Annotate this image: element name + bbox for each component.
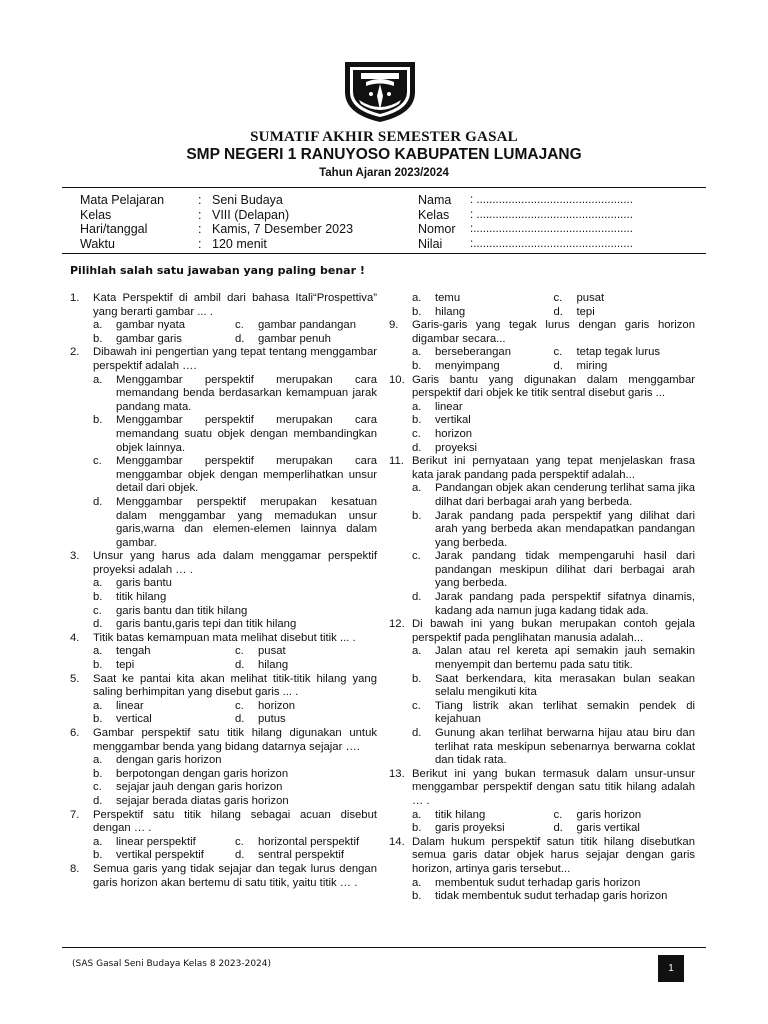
student-field-labels	[418, 193, 456, 251]
option-letter: a.	[93, 319, 103, 332]
question-stem: Garis-garis yang tegak lurus dengan garis horizon digambar secara...	[412, 319, 695, 345]
answer-option[interactable]	[93, 455, 377, 496]
option-text: gambar garis	[116, 332, 182, 345]
answer-option[interactable]	[93, 781, 377, 795]
option-letter: a.	[412, 808, 422, 821]
option-letter: d.	[93, 618, 103, 631]
answer-options	[70, 836, 377, 863]
option-letter: b.	[93, 332, 103, 345]
option-text: horizontal perspektif	[258, 835, 360, 848]
question-number: 6.	[70, 727, 80, 739]
info-label: Kelas	[80, 207, 112, 222]
option-text: Jarak pandang pada perspektif yang dilihat dari arah yang berbeda akan mendapatkan pandangan yang berbeda.	[435, 509, 695, 549]
info-separator: :	[198, 236, 202, 251]
option-text: temu	[435, 292, 461, 304]
option-letter: a.	[412, 292, 422, 304]
option-letter: a.	[93, 373, 103, 386]
info-separator: :	[198, 193, 202, 207]
question-stem: Saat ke pantai kita akan melihat titik-titik hilang yang saling berhimpitan yang disebut garis ... .	[93, 672, 377, 699]
option-text: Menggambar perspektif merupakan cara memandang suatu objek dengan membandingkan objek lainnya.	[116, 414, 377, 454]
answer-option[interactable]	[554, 360, 696, 374]
option-letter: c.	[235, 835, 244, 848]
option-text: miring	[576, 359, 608, 372]
option-letter: a.	[412, 400, 422, 413]
info-value: VIII (Delapan)	[212, 207, 290, 222]
answer-options	[70, 754, 377, 808]
option-text: dengan garis horizon	[116, 754, 222, 767]
answer-option[interactable]	[412, 292, 554, 306]
info-label: Waktu	[80, 236, 115, 251]
question-number: 2.	[70, 346, 80, 359]
option-letter: b.	[93, 713, 103, 726]
question-number: 9.	[389, 319, 399, 332]
option-letter: c.	[93, 604, 102, 617]
option-letter: c.	[553, 292, 563, 304]
question-block	[70, 673, 377, 727]
question-number: 11.	[389, 455, 404, 468]
option-letter: d.	[412, 727, 422, 739]
option-text: vertikal perspektif	[116, 849, 204, 862]
option-letter: c.	[93, 455, 102, 468]
question-text	[389, 374, 695, 401]
option-text: linear perspektif	[116, 835, 196, 848]
option-text: Jarak pandang pada perspektif sifatnya dinamis, kadang ada namun juga kadang tidak ada.	[435, 591, 695, 617]
question-text	[389, 768, 695, 809]
answer-option[interactable]	[93, 577, 377, 591]
answer-option[interactable]	[412, 306, 554, 320]
option-text: Jarak pandang tidak mempengaruhi hasil dari pandangan meskipun dilihat dari berbagai arah yang berbeda.	[435, 550, 695, 590]
answer-options	[70, 645, 377, 672]
question-number: 1.	[70, 292, 80, 304]
option-letter: b.	[93, 659, 103, 672]
option-text: tetap tegak lurus	[576, 346, 661, 359]
option-text: garis bantu	[116, 577, 172, 590]
answer-option[interactable]	[93, 496, 377, 550]
option-text: Menggambar perspektif merupakan cara menggambar objek dengan memperlihatkan unsur detail dari objek.	[116, 455, 377, 495]
option-letter: c.	[235, 699, 244, 712]
exam-info-values	[212, 193, 353, 251]
answer-options	[389, 482, 695, 618]
option-letter: b.	[412, 822, 422, 835]
question-number: 3.	[70, 550, 80, 563]
option-letter: b.	[93, 591, 103, 604]
option-text: Jalan atau rel kereta api semakin jauh semakin menyempit dan bertemu pada satu titik.	[435, 645, 695, 672]
answer-options	[389, 401, 695, 455]
answer-option[interactable]	[235, 319, 377, 333]
option-letter: c.	[412, 550, 421, 563]
question-text	[70, 292, 377, 319]
answer-option[interactable]	[412, 550, 695, 591]
option-letter: d.	[412, 591, 422, 604]
answer-option[interactable]	[412, 414, 695, 428]
answer-option[interactable]	[554, 292, 696, 306]
option-text: linear	[116, 699, 144, 712]
option-letter: d.	[553, 822, 563, 835]
answer-option[interactable]	[93, 333, 235, 347]
question-block	[389, 319, 695, 373]
header-top-rule	[62, 187, 706, 188]
answer-option[interactable]	[412, 442, 695, 456]
option-text: gambar pandangan	[258, 319, 356, 332]
option-letter: a.	[412, 346, 422, 359]
option-letter: c.	[412, 699, 421, 712]
option-letter: a.	[93, 645, 103, 658]
option-text: Menggambar perspektif merupakan kesatuan dalam menggambar yang memadukan unsur garis,warna dan elemen-elemen lainnya dalam gambar.	[116, 495, 377, 549]
answer-option[interactable]	[235, 645, 377, 659]
info-separator: :	[198, 222, 202, 236]
answer-options	[70, 374, 377, 551]
option-text: pusat	[576, 292, 605, 304]
answer-option[interactable]	[93, 319, 235, 333]
answer-option[interactable]	[412, 673, 695, 700]
question-text	[389, 836, 695, 877]
question-block	[70, 809, 377, 863]
question-number: 14.	[389, 835, 405, 848]
option-letter: a.	[93, 835, 103, 848]
answer-option[interactable]	[554, 822, 696, 836]
option-text: Tiang listrik akan terlihat semakin pendek di kejahuan	[435, 699, 695, 726]
option-letter: d.	[553, 359, 563, 372]
option-letter: b.	[93, 414, 103, 427]
question-text	[70, 673, 377, 700]
instruction-text: Pilihlah salah satu jawaban yang paling benar !	[70, 264, 365, 277]
answer-option[interactable]	[554, 306, 696, 320]
question-number: 12.	[389, 618, 405, 631]
question-number: 4.	[70, 631, 80, 644]
answer-option[interactable]	[412, 401, 695, 415]
student-field-label: Kelas	[418, 207, 450, 222]
option-letter: b.	[93, 767, 103, 780]
answer-option[interactable]	[412, 700, 695, 727]
number-blank[interactable]: :..................................................	[470, 223, 633, 235]
option-letter: c.	[235, 319, 244, 332]
answer-option[interactable]	[412, 890, 695, 904]
option-letter: b.	[412, 509, 422, 522]
option-text: horizon	[435, 427, 473, 440]
info-label: Mata Pelajaran	[80, 193, 165, 207]
question-text	[389, 618, 695, 645]
answer-option[interactable]	[93, 713, 235, 727]
option-letter: c.	[412, 427, 421, 440]
answer-option[interactable]	[93, 836, 235, 850]
question-block	[70, 632, 377, 673]
option-letter: c.	[553, 346, 563, 359]
answer-option[interactable]	[235, 713, 377, 727]
answer-option[interactable]	[93, 849, 235, 863]
option-text: putus	[258, 713, 286, 726]
page-number: 1	[668, 963, 674, 974]
question-block	[389, 618, 695, 768]
question-number: 8.	[70, 862, 80, 875]
answer-option[interactable]	[93, 700, 235, 714]
question-number: 7.	[70, 808, 80, 821]
option-letter: a.	[93, 699, 103, 712]
option-letter: b.	[412, 305, 422, 318]
option-text: Gunung akan terlihat berwarna hijau atau biru dan terlihat rata meskipun sebenarnya berwarna coklat dan tidak rata.	[435, 727, 695, 767]
option-text: gambar nyata	[116, 319, 186, 332]
answer-option[interactable]	[412, 360, 554, 374]
question-stem: Gambar perspektif satu titik hilang digunakan untuk menggambar benda yang bidang datarnya sejajar ….	[93, 727, 377, 753]
option-text: Menggambar perspektif merupakan cara memandang benda berdasarkan kemampuan jarak pandang mata.	[116, 373, 377, 413]
option-letter: d.	[93, 495, 103, 508]
option-text: tengah	[116, 645, 151, 658]
answer-option[interactable]	[93, 754, 377, 768]
question-stem: Garis bantu yang digunakan dalam menggambar perspektif dari objek ke titik sentral disebut garis ...	[412, 373, 695, 400]
option-letter: a.	[412, 645, 422, 658]
page-number-badge	[658, 955, 684, 982]
option-letter: b.	[93, 849, 103, 862]
question-stem: Dalam hukum perspektif satun titik hilang disebutkan semua garis datar objek harus sejajar dengan garis horizon, artinya garis tersebut...	[412, 835, 695, 875]
option-letter: a.	[93, 577, 103, 590]
question-block	[389, 836, 695, 904]
answer-options	[389, 292, 695, 319]
option-text: membentuk sudut terhadap garis horizon	[435, 876, 641, 889]
question-text	[70, 346, 377, 373]
answer-option[interactable]	[93, 768, 377, 782]
answer-option[interactable]	[412, 346, 554, 360]
answer-options	[389, 809, 695, 836]
exam-info-separators	[198, 193, 201, 251]
question-stem: Unsur yang harus ada dalam menggamar perspektif proyeksi adalah … .	[93, 550, 377, 576]
question-block	[70, 292, 377, 346]
questions-left-column	[70, 292, 377, 890]
answer-option[interactable]	[412, 727, 695, 768]
info-value: Kamis, 7 Desember 2023	[212, 222, 354, 236]
answer-option[interactable]	[93, 659, 235, 673]
option-text: berpotongan dengan garis horizon	[116, 767, 289, 780]
option-letter: b.	[412, 359, 422, 372]
question-text	[70, 632, 377, 646]
question-stem: Perspektif satu titik hilang sebagai acuan disebut dengan … .	[93, 808, 377, 835]
answer-option[interactable]	[554, 809, 696, 823]
answer-option[interactable]	[412, 428, 695, 442]
question-stem: Semua garis yang tidak sejajar dan tegak lurus dengan garis horizon akan bertemu di satu titik, yaitu titik … .	[93, 862, 377, 889]
option-text: menyimpang	[435, 359, 500, 372]
question-text	[70, 809, 377, 836]
option-letter: b.	[412, 890, 422, 903]
option-text: garis bantu,garis tepi dan titik hilang	[116, 618, 297, 631]
option-text: titik hilang	[435, 808, 486, 821]
school-emblem-logo	[341, 56, 419, 124]
info-value: 120 menit	[212, 236, 267, 251]
school-name: SMP NEGERI 1 RANUYOSO KABUPATEN LUMAJANG	[186, 146, 582, 163]
option-text: horizon	[258, 699, 296, 712]
option-letter: c.	[93, 781, 102, 794]
option-text: vertikal	[435, 414, 471, 427]
header-bottom-rule	[62, 253, 706, 254]
question-stem: Dibawah ini pengertian yang tepat tentang menggambar perspektif adalah ….	[93, 346, 377, 372]
option-text: sejajar berada diatas garis horizon	[116, 794, 289, 807]
answer-option[interactable]	[93, 795, 377, 809]
question-number: 10.	[389, 373, 405, 386]
question-block	[389, 374, 695, 456]
option-text: proyeksi	[435, 441, 478, 454]
answer-option[interactable]	[235, 849, 377, 863]
option-text: tepi	[576, 305, 595, 318]
question-stem: Kata Perspektif di ambil dari bahasa Itali“Prospettiva” yang berarti gambar ... .	[93, 292, 377, 318]
answer-options	[70, 700, 377, 727]
option-text: garis horizon	[576, 808, 642, 821]
footer-rule	[62, 947, 706, 948]
question-stem: Di bawah ini yang bukan merupakan contoh gejala perspektif pada penglihatan manusia adalah...	[412, 618, 695, 644]
answer-options	[389, 645, 695, 767]
option-text: Saat berkendara, kita merasakan bulan seakan selalu mengikuti kita	[435, 672, 695, 699]
answer-option[interactable]	[412, 809, 554, 823]
option-text: garis bantu dan titik hilang	[116, 604, 248, 617]
question-block	[389, 292, 695, 319]
question-text	[70, 550, 377, 577]
option-letter: a.	[412, 482, 422, 495]
answer-option[interactable]	[412, 877, 695, 891]
question-text	[389, 319, 695, 346]
question-block	[70, 863, 377, 890]
option-text: gambar penuh	[258, 332, 331, 345]
question-block	[70, 550, 377, 632]
answer-option[interactable]	[93, 374, 377, 415]
option-letter: a.	[412, 876, 422, 889]
answer-option[interactable]	[235, 333, 377, 347]
option-letter: a.	[93, 754, 103, 767]
answer-option[interactable]	[93, 605, 377, 619]
option-text: hilang	[435, 305, 466, 318]
answer-option[interactable]	[93, 645, 235, 659]
question-block	[389, 455, 695, 618]
answer-options	[70, 319, 377, 346]
exam-info-labels	[80, 193, 164, 251]
answer-option[interactable]	[235, 836, 377, 850]
option-letter: c.	[235, 645, 244, 658]
answer-options	[389, 877, 695, 904]
option-text: garis proyeksi	[435, 822, 505, 835]
answer-option[interactable]	[93, 618, 377, 632]
answer-options	[389, 346, 695, 373]
score-blank[interactable]: :..................................................	[470, 237, 633, 250]
question-text	[389, 455, 695, 482]
info-value: Seni Budaya	[212, 193, 283, 207]
option-text: sejajar jauh dengan garis horizon	[116, 781, 283, 794]
option-text: tidak membentuk sudut terhadap garis horizon	[435, 890, 668, 903]
student-field-blanks	[470, 193, 633, 251]
answer-option[interactable]	[412, 510, 695, 551]
answer-option[interactable]	[93, 591, 377, 605]
option-text: garis vertikal	[576, 822, 640, 835]
option-text: sentral perspektif	[258, 849, 345, 862]
question-stem: Berikut ini pernyataan yang tepat menjelaskan frasa kata jarak pandang pada perspektif adalah...	[412, 455, 695, 481]
info-separator: :	[198, 207, 202, 222]
answer-option[interactable]	[412, 822, 554, 836]
option-text: linear	[435, 400, 463, 413]
questions-right-column	[389, 292, 695, 904]
option-letter: d.	[553, 305, 563, 318]
exam-title: SUMATIF AKHIR SEMESTER GASAL	[250, 129, 518, 145]
question-block	[70, 727, 377, 809]
option-letter: d.	[93, 794, 103, 807]
option-letter: d.	[235, 713, 245, 726]
option-text: Pandangan objek akan cenderung terlihat sama jika dilhat dari berbagai arah yang berbeda.	[435, 482, 696, 508]
footer-text: (SAS Gasal Seni Budaya Kelas 8 2023-2024)	[72, 959, 272, 969]
question-block	[70, 346, 377, 550]
option-letter: d.	[235, 659, 245, 672]
answer-option[interactable]	[412, 591, 695, 618]
question-text	[70, 727, 377, 754]
option-letter: c.	[553, 808, 563, 821]
answer-option[interactable]	[412, 482, 695, 509]
option-text: vertical	[116, 713, 152, 726]
name-blank[interactable]: : .................................................	[470, 194, 633, 206]
option-letter: b.	[412, 672, 422, 685]
question-stem: Titik batas kemampuan mata melihat disebut titik ... .	[93, 631, 356, 644]
answer-option[interactable]	[412, 645, 695, 672]
answer-option[interactable]	[554, 346, 696, 360]
option-text: pusat	[258, 645, 286, 658]
option-letter: d.	[235, 849, 245, 862]
question-number: 5.	[70, 672, 80, 685]
question-stem: Berikut ini yang bukan termasuk dalam unsur-unsur menggambar perspektif dengan satu titik hilang adalah … .	[412, 767, 695, 807]
answer-option[interactable]	[235, 659, 377, 673]
option-letter: b.	[412, 414, 422, 427]
answer-option[interactable]	[235, 700, 377, 714]
option-text: hilang	[258, 659, 289, 672]
option-text: berseberangan	[435, 346, 512, 359]
question-text	[70, 863, 377, 890]
question-block	[389, 768, 695, 836]
option-letter: d.	[412, 441, 422, 454]
student-field-label: Nilai	[418, 236, 443, 251]
class-blank[interactable]: : .................................................	[470, 208, 633, 221]
student-field-label: Nama	[418, 193, 452, 207]
student-field-label: Nomor	[418, 222, 456, 236]
question-number: 13.	[389, 767, 405, 780]
option-letter: d.	[235, 332, 245, 345]
academic-year: Tahun Ajaran 2023/2024	[319, 167, 449, 179]
answer-options	[70, 577, 377, 631]
info-label: Hari/tanggal	[80, 222, 148, 236]
option-text: titik hilang	[116, 591, 167, 604]
option-text: tepi	[116, 659, 135, 672]
answer-option[interactable]	[93, 414, 377, 455]
